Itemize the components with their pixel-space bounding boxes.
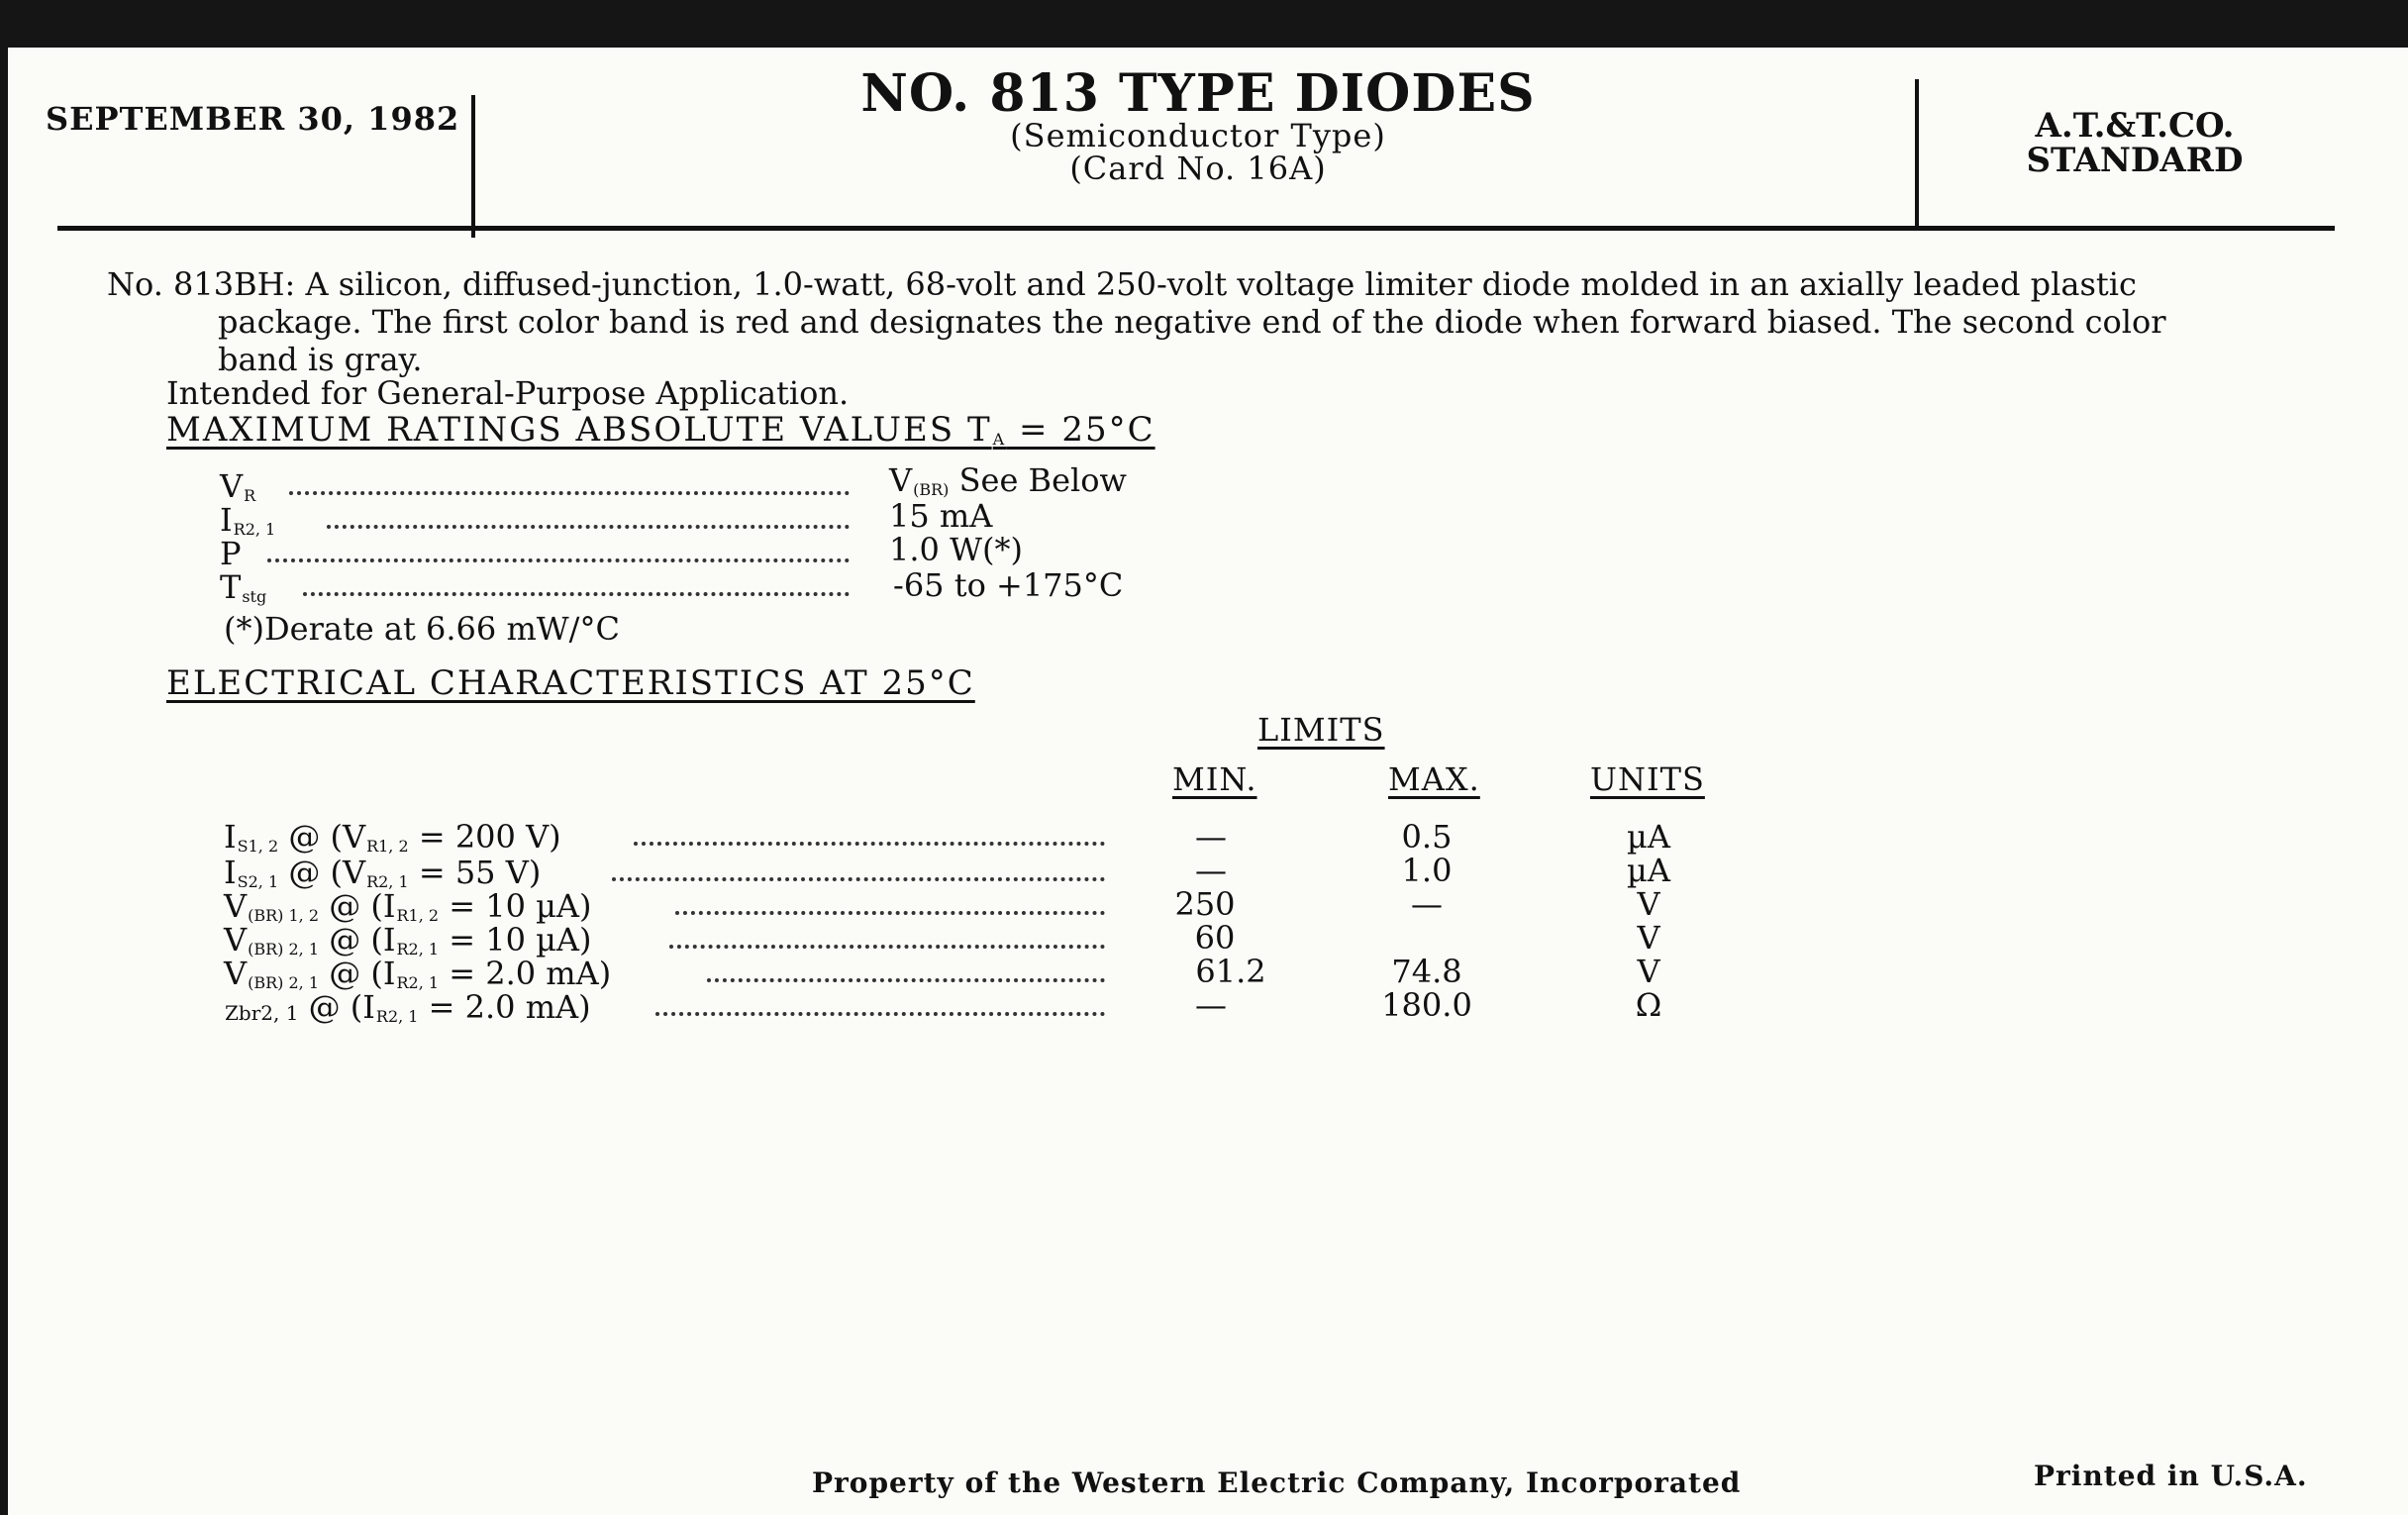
description-line-1: No. 813BH: A silicon, diffused-junction, 1.0-watt, 68-volt and 250-volt voltage limiter diode molded in an axially leaded plastic bbox=[107, 265, 2137, 303]
rating-value: 1.0 W(*) bbox=[889, 531, 1023, 568]
dot-leader bbox=[655, 1012, 1105, 1016]
units-value: µA bbox=[1627, 852, 1670, 889]
rating-value: 15 mA bbox=[889, 497, 993, 535]
max-value: 74.8 bbox=[1391, 953, 1462, 990]
dot-leader bbox=[289, 491, 850, 495]
header-divider-right bbox=[1915, 79, 1919, 228]
document-date: SEPTEMBER 30, 1982 bbox=[46, 100, 460, 138]
dot-leader bbox=[675, 911, 1105, 915]
units-value: V bbox=[1637, 953, 1660, 990]
min-value: — bbox=[1195, 852, 1227, 889]
max-value: — bbox=[1411, 885, 1443, 923]
description bbox=[107, 265, 2295, 378]
parameter: $I_{S1, 2}$ @ ($V_{R1, 2} = 200$ V) bbox=[224, 818, 561, 856]
parameter: $V_{(BR) 1, 2}$ @ ($I_{R1, 2} = 10$ µA) bbox=[224, 887, 592, 925]
min-value: — bbox=[1195, 818, 1227, 856]
rating-value: $V_{(BR)}$ See Below bbox=[889, 461, 1127, 499]
card-number: (Card No. 16A) bbox=[1069, 150, 1327, 187]
dot-leader bbox=[707, 978, 1105, 982]
description-line-3: band is gray. bbox=[218, 341, 423, 378]
units-value: V bbox=[1637, 919, 1660, 957]
column-header-max: MAX. bbox=[1388, 760, 1480, 798]
dot-leader bbox=[612, 877, 1105, 881]
header-rule bbox=[57, 226, 2335, 231]
max-value: 180.0 bbox=[1381, 986, 1472, 1024]
units-value: µA bbox=[1627, 818, 1670, 856]
derating-note: (*)Derate at 6.66 mW/°C bbox=[224, 610, 620, 648]
min-value: 61.2 bbox=[1195, 953, 1266, 990]
min-value: 250 bbox=[1174, 885, 1236, 923]
rating-value: -65 to +175°C bbox=[893, 566, 1124, 604]
parameter: $V_{(BR) 2, 1}$ @ ($I_{R2, 1} = 2.0$ mA) bbox=[224, 955, 612, 992]
standard-line-1: A.T.&T.CO. bbox=[2035, 106, 2235, 146]
max-ratings-heading-tail: = 25°C bbox=[1006, 410, 1155, 450]
dot-leader bbox=[267, 558, 850, 562]
units-value: Ω bbox=[1635, 986, 1662, 1024]
column-header-min: MIN. bbox=[1172, 760, 1257, 798]
description-line-2: package. The first color band is red and designates the negative end of the diode when forward biased. The second color bbox=[218, 303, 2166, 341]
rating-symbol: $I_{R2, 1}$ bbox=[220, 501, 276, 539]
dot-leader bbox=[327, 525, 850, 529]
standard-label bbox=[1927, 106, 2343, 180]
document-title: NO. 813 TYPE DIODES bbox=[860, 63, 1536, 124]
footer-printed: Printed in U.S.A. bbox=[2034, 1460, 2308, 1492]
dot-leader bbox=[634, 842, 1105, 846]
min-value: — bbox=[1195, 986, 1227, 1024]
electrical-heading: ELECTRICAL CHARACTERISTICS AT 25°C bbox=[166, 663, 975, 703]
units-value: V bbox=[1637, 885, 1660, 923]
parameter: $_{Zbr2, 1}$ @ ($I_{R2, 1} = 2.0$ mA) bbox=[225, 988, 591, 1026]
max-value: 0.5 bbox=[1401, 818, 1453, 856]
max-value: 1.0 bbox=[1401, 852, 1453, 889]
rating-symbol: $V_R$ bbox=[220, 467, 256, 505]
min-value: 60 bbox=[1194, 919, 1236, 957]
max-ratings-heading-sub: A bbox=[992, 430, 1007, 449]
dot-leader bbox=[303, 592, 850, 596]
max-ratings-heading-text: MAXIMUM RATINGS ABSOLUTE VALUES T bbox=[166, 410, 992, 450]
max-ratings-heading bbox=[166, 410, 1155, 450]
rating-symbol: P bbox=[220, 535, 242, 572]
standard-line-2: STANDARD bbox=[2026, 140, 2244, 180]
document-subtitle: (Semiconductor Type) bbox=[1010, 117, 1386, 154]
intended-use: Intended for General-Purpose Application. bbox=[166, 374, 850, 412]
parameter: $I_{S2, 1}$ @ ($V_{R2, 1} = 55$ V) bbox=[224, 854, 542, 891]
dot-leader bbox=[669, 945, 1105, 949]
limits-header: LIMITS bbox=[1257, 711, 1385, 749]
parameter: $V_{(BR) 2, 1}$ @ ($I_{R2, 1} = 10$ µA) bbox=[224, 921, 592, 959]
column-header-units: UNITS bbox=[1590, 760, 1705, 798]
footer-property: Property of the Western Electric Company, Incorporated bbox=[812, 1466, 1742, 1499]
rating-symbol: $T_{stg}$ bbox=[220, 568, 267, 606]
